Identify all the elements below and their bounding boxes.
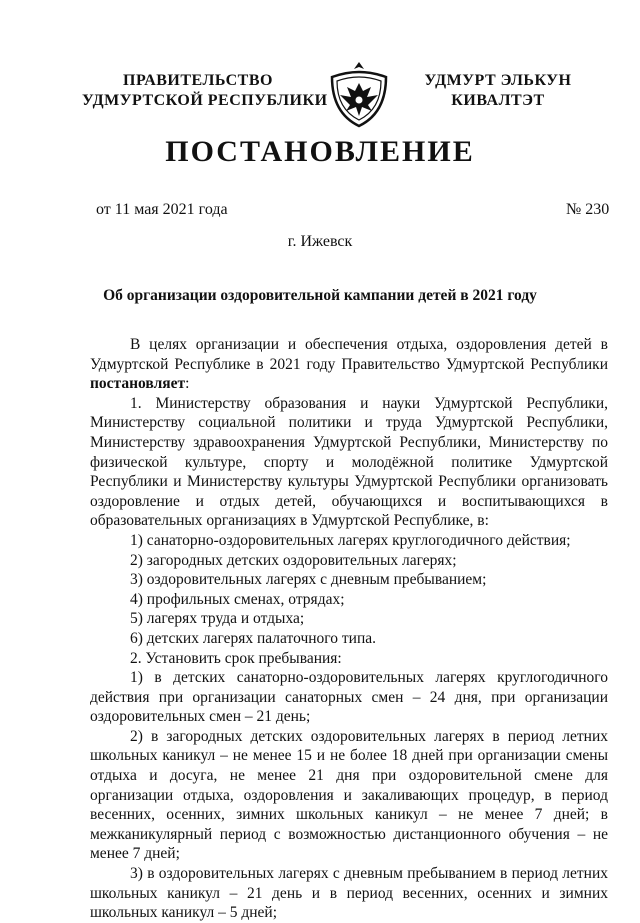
header-right-line1: УДМУРТ ЭЛЬКУН: [424, 72, 572, 89]
coat-of-arms-icon: [326, 59, 392, 129]
document-city: г. Ижевск: [287, 233, 353, 250]
header-right-org: [410, 71, 586, 111]
document-date: от 11 мая 2021 года: [96, 201, 228, 218]
header-left-line1: ПРАВИТЕЛЬСТВО: [123, 72, 273, 89]
list-item: 2) загородных детских оздоровительных лагерях;: [130, 551, 457, 569]
intro-bold-text: постановляет: [90, 375, 186, 393]
paragraph-1: 1. Министерству образования и науки Удмуртской Республики, Министерству социальной политики и труда Удмуртской Республики, Министерству здравоохранения Удмуртской Республики, Министерству по физической культуре, спорту и молодёжной политике Удмуртской Республики и Министерству культуры Удмуртской Республики организовать оздоровление и отдых детей, обучающихся и воспитывающихся в образовательных организациях в Удмуртской Республике, в:: [90, 394, 608, 530]
list-item: 3) оздоровительных лагерях с дневным пребыванием;: [130, 571, 487, 589]
intro-text: В целях организации и обеспечения отдыха, оздоровления детей в Удмуртской Республике в 2021 году Правительство Удмуртской Республики: [90, 336, 608, 373]
list-item: 6) детских лагерях палаточного типа.: [130, 629, 376, 647]
document-number: № 230: [566, 201, 610, 218]
list-item: 1) в детских санаторно-оздоровительных лагерях круглогодичного действия при организации санаторных смен – 24 дня, при организации оздоровительных смен – 21 день;: [90, 669, 608, 726]
document-body: [90, 335, 608, 923]
header-right-line2: КИВАЛТЭТ: [451, 92, 545, 109]
header-left-line2: УДМУРТСКОЙ РЕСПУБЛИКИ: [82, 92, 328, 109]
intro-end: :: [185, 375, 190, 393]
list-item: 5) лагерях труда и отдыха;: [130, 610, 305, 628]
header-left-org: [82, 71, 328, 111]
list-item: 3) в оздоровительных лагерях с дневным пребыванием в период летних школьных каникул – 21 день и в период весенних, осенних и зимних школьных каникул – 5 дней;: [90, 865, 608, 922]
list-item: 4) профильных сменах, отрядах;: [130, 590, 345, 608]
document-subject: Об организации оздоровительной кампании детей в 2021 году: [103, 287, 537, 304]
intro-paragraph: [90, 335, 608, 394]
list-item: 1) санаторно-оздоровительных лагерях круглогодичного действия;: [130, 531, 571, 549]
paragraph-2: 2. Установить срок пребывания:: [130, 649, 342, 667]
list-item: 2) в загородных детских оздоровительных лагерях в период летних школьных каникул – не менее 15 и не более 18 дней при организации смены отдыха и досуга, не менее 21 дня при оздоровительной смене для организации отдыха, оздоровления и закаливающих процедур, в период весенних, осенних, зимних школьных каникул – не менее 7 дней; в межканикулярный период с возможностью дистанционного обучения – не менее 7 дней;: [90, 727, 608, 863]
document-title: ПОСТАНОВЛЕНИЕ: [165, 135, 475, 168]
